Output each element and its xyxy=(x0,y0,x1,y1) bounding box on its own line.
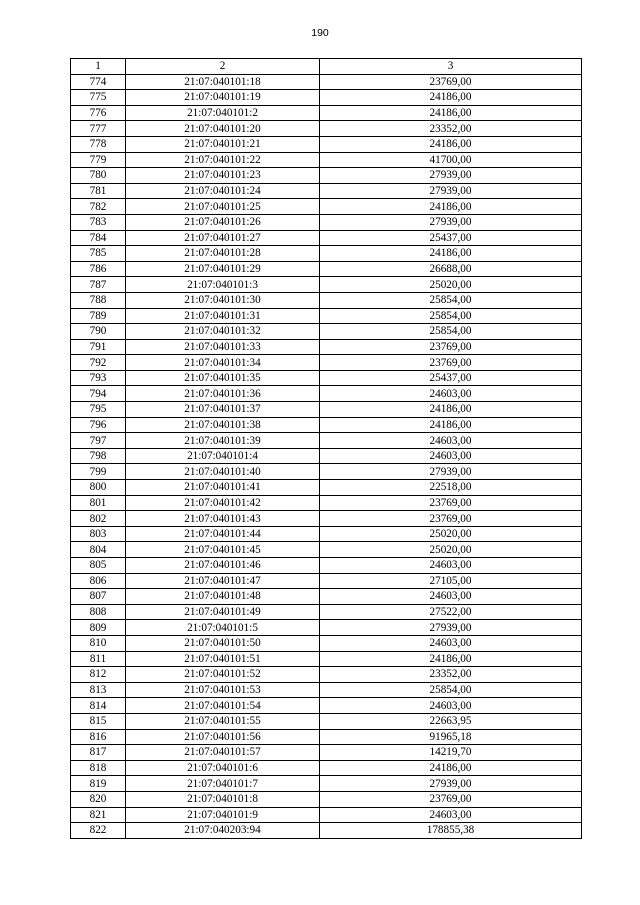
row-number-cell: 816 xyxy=(71,729,126,745)
row-number-cell: 795 xyxy=(71,402,126,418)
cadastral-value-cell: 23769,00 xyxy=(320,355,582,371)
row-number-cell: 790 xyxy=(71,324,126,340)
row-number-cell: 779 xyxy=(71,152,126,168)
table-row xyxy=(71,199,582,215)
cadastral-number-cell: 21:07:040101:2 xyxy=(126,105,320,121)
header-row xyxy=(71,59,582,75)
table-row xyxy=(71,448,582,464)
cadastral-value-cell: 24603,00 xyxy=(320,698,582,714)
table-row xyxy=(71,370,582,386)
cadastral-value-cell: 24186,00 xyxy=(320,199,582,215)
cadastral-value-cell: 25020,00 xyxy=(320,542,582,558)
cadastral-value-cell: 27939,00 xyxy=(320,183,582,199)
cadastral-number-cell: 21:07:040101:24 xyxy=(126,183,320,199)
cadastral-number-cell: 21:07:040101:49 xyxy=(126,604,320,620)
table-row xyxy=(71,698,582,714)
row-number-cell: 802 xyxy=(71,511,126,527)
cadastral-number-cell: 21:07:040101:42 xyxy=(126,495,320,511)
cadastral-number-cell: 21:07:040101:51 xyxy=(126,651,320,667)
table-row xyxy=(71,526,582,542)
table-row xyxy=(71,433,582,449)
table-row xyxy=(71,324,582,340)
row-number-cell: 813 xyxy=(71,682,126,698)
row-number-cell: 786 xyxy=(71,261,126,277)
row-number-cell: 792 xyxy=(71,355,126,371)
cadastral-value-cell: 23769,00 xyxy=(320,339,582,355)
table-row xyxy=(71,729,582,745)
cadastral-number-cell: 21:07:040101:41 xyxy=(126,480,320,496)
cadastral-number-cell: 21:07:040101:19 xyxy=(126,90,320,106)
row-number-cell: 796 xyxy=(71,417,126,433)
row-number-cell: 814 xyxy=(71,698,126,714)
cadastral-number-cell: 21:07:040101:34 xyxy=(126,355,320,371)
cadastral-number-cell: 21:07:040101:46 xyxy=(126,558,320,574)
row-number-cell: 801 xyxy=(71,495,126,511)
cadastral-number-cell: 21:07:040101:32 xyxy=(126,324,320,340)
cadastral-number-cell: 21:07:040101:25 xyxy=(126,199,320,215)
cadastral-value-cell: 24603,00 xyxy=(320,433,582,449)
cadastral-value-cell: 24603,00 xyxy=(320,386,582,402)
row-number-cell: 798 xyxy=(71,448,126,464)
cadastral-number-cell: 21:07:040101:45 xyxy=(126,542,320,558)
table-row xyxy=(71,90,582,106)
row-number-cell: 808 xyxy=(71,604,126,620)
table-row xyxy=(71,604,582,620)
row-number-cell: 793 xyxy=(71,370,126,386)
row-number-cell: 784 xyxy=(71,230,126,246)
cadastral-value-cell: 23769,00 xyxy=(320,511,582,527)
table-row xyxy=(71,573,582,589)
table-row xyxy=(71,261,582,277)
row-number-cell: 794 xyxy=(71,386,126,402)
table-row xyxy=(71,339,582,355)
table-row xyxy=(71,121,582,137)
row-number-cell: 821 xyxy=(71,807,126,823)
cadastral-number-cell: 21:07:040101:26 xyxy=(126,214,320,230)
cadastral-number-cell: 21:07:040101:52 xyxy=(126,667,320,683)
cadastral-number-cell: 21:07:040101:54 xyxy=(126,698,320,714)
cadastral-value-cell: 26688,00 xyxy=(320,261,582,277)
row-number-cell: 785 xyxy=(71,246,126,262)
cadastral-number-cell: 21:07:040101:18 xyxy=(126,74,320,90)
cadastral-number-cell: 21:07:040101:57 xyxy=(126,745,320,761)
table-row xyxy=(71,136,582,152)
cadastral-number-cell: 21:07:040203:94 xyxy=(126,823,320,839)
cadastral-number-cell: 21:07:040101:38 xyxy=(126,417,320,433)
cadastral-value-cell: 24186,00 xyxy=(320,651,582,667)
cadastral-value-cell: 23769,00 xyxy=(320,495,582,511)
table-row xyxy=(71,745,582,761)
table-row xyxy=(71,635,582,651)
cadastral-number-cell: 21:07:040101:53 xyxy=(126,682,320,698)
row-number-cell: 809 xyxy=(71,620,126,636)
row-number-cell: 789 xyxy=(71,308,126,324)
table-row xyxy=(71,511,582,527)
row-number-cell: 797 xyxy=(71,433,126,449)
cadastral-value-cell: 23352,00 xyxy=(320,121,582,137)
table-row xyxy=(71,105,582,121)
cadastral-value-table xyxy=(70,58,582,839)
cadastral-number-cell: 21:07:040101:30 xyxy=(126,292,320,308)
cadastral-number-cell: 21:07:040101:55 xyxy=(126,713,320,729)
cadastral-value-cell: 27105,00 xyxy=(320,573,582,589)
cadastral-value-cell: 24186,00 xyxy=(320,417,582,433)
cadastral-value-cell: 25854,00 xyxy=(320,308,582,324)
column-header-cadastral-number: 2 xyxy=(126,59,320,75)
cadastral-value-cell: 14219,70 xyxy=(320,745,582,761)
table-row xyxy=(71,776,582,792)
cadastral-value-cell: 24186,00 xyxy=(320,136,582,152)
cadastral-value-cell: 41700,00 xyxy=(320,152,582,168)
table-row xyxy=(71,620,582,636)
table-row xyxy=(71,74,582,90)
cadastral-value-cell: 178855,38 xyxy=(320,823,582,839)
cadastral-number-cell: 21:07:040101:35 xyxy=(126,370,320,386)
cadastral-number-cell: 21:07:040101:56 xyxy=(126,729,320,745)
row-number-cell: 804 xyxy=(71,542,126,558)
table-row xyxy=(71,542,582,558)
row-number-cell: 803 xyxy=(71,526,126,542)
cadastral-value-cell: 24603,00 xyxy=(320,807,582,823)
row-number-cell: 815 xyxy=(71,713,126,729)
cadastral-number-cell: 21:07:040101:4 xyxy=(126,448,320,464)
cadastral-number-cell: 21:07:040101:44 xyxy=(126,526,320,542)
row-number-cell: 783 xyxy=(71,214,126,230)
row-number-cell: 788 xyxy=(71,292,126,308)
table-row xyxy=(71,355,582,371)
cadastral-number-cell: 21:07:040101:5 xyxy=(126,620,320,636)
table-row xyxy=(71,292,582,308)
cadastral-number-cell: 21:07:040101:28 xyxy=(126,246,320,262)
cadastral-value-cell: 25854,00 xyxy=(320,292,582,308)
cadastral-value-cell: 25437,00 xyxy=(320,370,582,386)
row-number-cell: 791 xyxy=(71,339,126,355)
cadastral-value-cell: 25437,00 xyxy=(320,230,582,246)
table-row xyxy=(71,791,582,807)
row-number-cell: 811 xyxy=(71,651,126,667)
cadastral-value-cell: 27522,00 xyxy=(320,604,582,620)
cadastral-number-cell: 21:07:040101:23 xyxy=(126,168,320,184)
cadastral-number-cell: 21:07:040101:33 xyxy=(126,339,320,355)
cadastral-value-cell: 27939,00 xyxy=(320,214,582,230)
row-number-cell: 787 xyxy=(71,277,126,293)
cadastral-number-cell: 21:07:040101:47 xyxy=(126,573,320,589)
cadastral-value-cell: 27939,00 xyxy=(320,776,582,792)
table-row xyxy=(71,589,582,605)
table-row xyxy=(71,480,582,496)
table-row xyxy=(71,168,582,184)
row-number-cell: 805 xyxy=(71,558,126,574)
cadastral-number-cell: 21:07:040101:50 xyxy=(126,635,320,651)
cadastral-value-cell: 23769,00 xyxy=(320,74,582,90)
table-header xyxy=(71,59,582,75)
table-row xyxy=(71,230,582,246)
table-row xyxy=(71,651,582,667)
row-number-cell: 776 xyxy=(71,105,126,121)
row-number-cell: 807 xyxy=(71,589,126,605)
table-row xyxy=(71,417,582,433)
cadastral-value-cell: 24603,00 xyxy=(320,558,582,574)
cadastral-value-cell: 24186,00 xyxy=(320,90,582,106)
table-row xyxy=(71,667,582,683)
cadastral-number-cell: 21:07:040101:22 xyxy=(126,152,320,168)
cadastral-number-cell: 21:07:040101:9 xyxy=(126,807,320,823)
cadastral-number-cell: 21:07:040101:39 xyxy=(126,433,320,449)
cadastral-number-cell: 21:07:040101:48 xyxy=(126,589,320,605)
table-row xyxy=(71,682,582,698)
cadastral-number-cell: 21:07:040101:37 xyxy=(126,402,320,418)
column-header-number: 1 xyxy=(71,59,126,75)
row-number-cell: 800 xyxy=(71,480,126,496)
cadastral-value-cell: 24186,00 xyxy=(320,402,582,418)
row-number-cell: 810 xyxy=(71,635,126,651)
cadastral-value-cell: 23769,00 xyxy=(320,791,582,807)
table-row xyxy=(71,386,582,402)
row-number-cell: 819 xyxy=(71,776,126,792)
cadastral-value-cell: 25020,00 xyxy=(320,526,582,542)
table-row xyxy=(71,402,582,418)
cadastral-number-cell: 21:07:040101:7 xyxy=(126,776,320,792)
row-number-cell: 778 xyxy=(71,136,126,152)
cadastral-value-cell: 25854,00 xyxy=(320,324,582,340)
row-number-cell: 775 xyxy=(71,90,126,106)
row-number-cell: 820 xyxy=(71,791,126,807)
cadastral-value-cell: 23352,00 xyxy=(320,667,582,683)
table-row xyxy=(71,760,582,776)
cadastral-value-cell: 27939,00 xyxy=(320,168,582,184)
cadastral-number-cell: 21:07:040101:20 xyxy=(126,121,320,137)
row-number-cell: 780 xyxy=(71,168,126,184)
cadastral-value-cell: 24603,00 xyxy=(320,448,582,464)
row-number-cell: 812 xyxy=(71,667,126,683)
row-number-cell: 774 xyxy=(71,74,126,90)
table-row xyxy=(71,277,582,293)
cadastral-number-cell: 21:07:040101:3 xyxy=(126,277,320,293)
cadastral-value-cell: 27939,00 xyxy=(320,464,582,480)
table-row xyxy=(71,152,582,168)
table-row xyxy=(71,214,582,230)
row-number-cell: 822 xyxy=(71,823,126,839)
row-number-cell: 781 xyxy=(71,183,126,199)
table-row xyxy=(71,246,582,262)
page-number: 190 xyxy=(311,27,329,39)
cadastral-value-cell: 25020,00 xyxy=(320,277,582,293)
cadastral-number-cell: 21:07:040101:21 xyxy=(126,136,320,152)
table-row xyxy=(71,558,582,574)
table-row xyxy=(71,495,582,511)
cadastral-number-cell: 21:07:040101:31 xyxy=(126,308,320,324)
cadastral-value-cell: 22663,95 xyxy=(320,713,582,729)
cadastral-number-cell: 21:07:040101:8 xyxy=(126,791,320,807)
cadastral-value-cell: 24186,00 xyxy=(320,105,582,121)
table-row xyxy=(71,713,582,729)
row-number-cell: 777 xyxy=(71,121,126,137)
table-row xyxy=(71,464,582,480)
cadastral-value-cell: 27939,00 xyxy=(320,620,582,636)
cadastral-value-cell: 25854,00 xyxy=(320,682,582,698)
table-row xyxy=(71,807,582,823)
cadastral-value-cell: 24603,00 xyxy=(320,635,582,651)
table-row xyxy=(71,308,582,324)
row-number-cell: 782 xyxy=(71,199,126,215)
row-number-cell: 806 xyxy=(71,573,126,589)
row-number-cell: 817 xyxy=(71,745,126,761)
column-header-value: 3 xyxy=(320,59,582,75)
cadastral-value-cell: 91965,18 xyxy=(320,729,582,745)
cadastral-number-cell: 21:07:040101:6 xyxy=(126,760,320,776)
table-row xyxy=(71,183,582,199)
cadastral-number-cell: 21:07:040101:40 xyxy=(126,464,320,480)
cadastral-value-cell: 22518,00 xyxy=(320,480,582,496)
table-body xyxy=(71,74,582,838)
cadastral-value-cell: 24603,00 xyxy=(320,589,582,605)
cadastral-number-cell: 21:07:040101:43 xyxy=(126,511,320,527)
table-row xyxy=(71,823,582,839)
row-number-cell: 799 xyxy=(71,464,126,480)
row-number-cell: 818 xyxy=(71,760,126,776)
cadastral-value-cell: 24186,00 xyxy=(320,246,582,262)
cadastral-number-cell: 21:07:040101:27 xyxy=(126,230,320,246)
cadastral-value-cell: 24186,00 xyxy=(320,760,582,776)
cadastral-number-cell: 21:07:040101:36 xyxy=(126,386,320,402)
cadastral-number-cell: 21:07:040101:29 xyxy=(126,261,320,277)
